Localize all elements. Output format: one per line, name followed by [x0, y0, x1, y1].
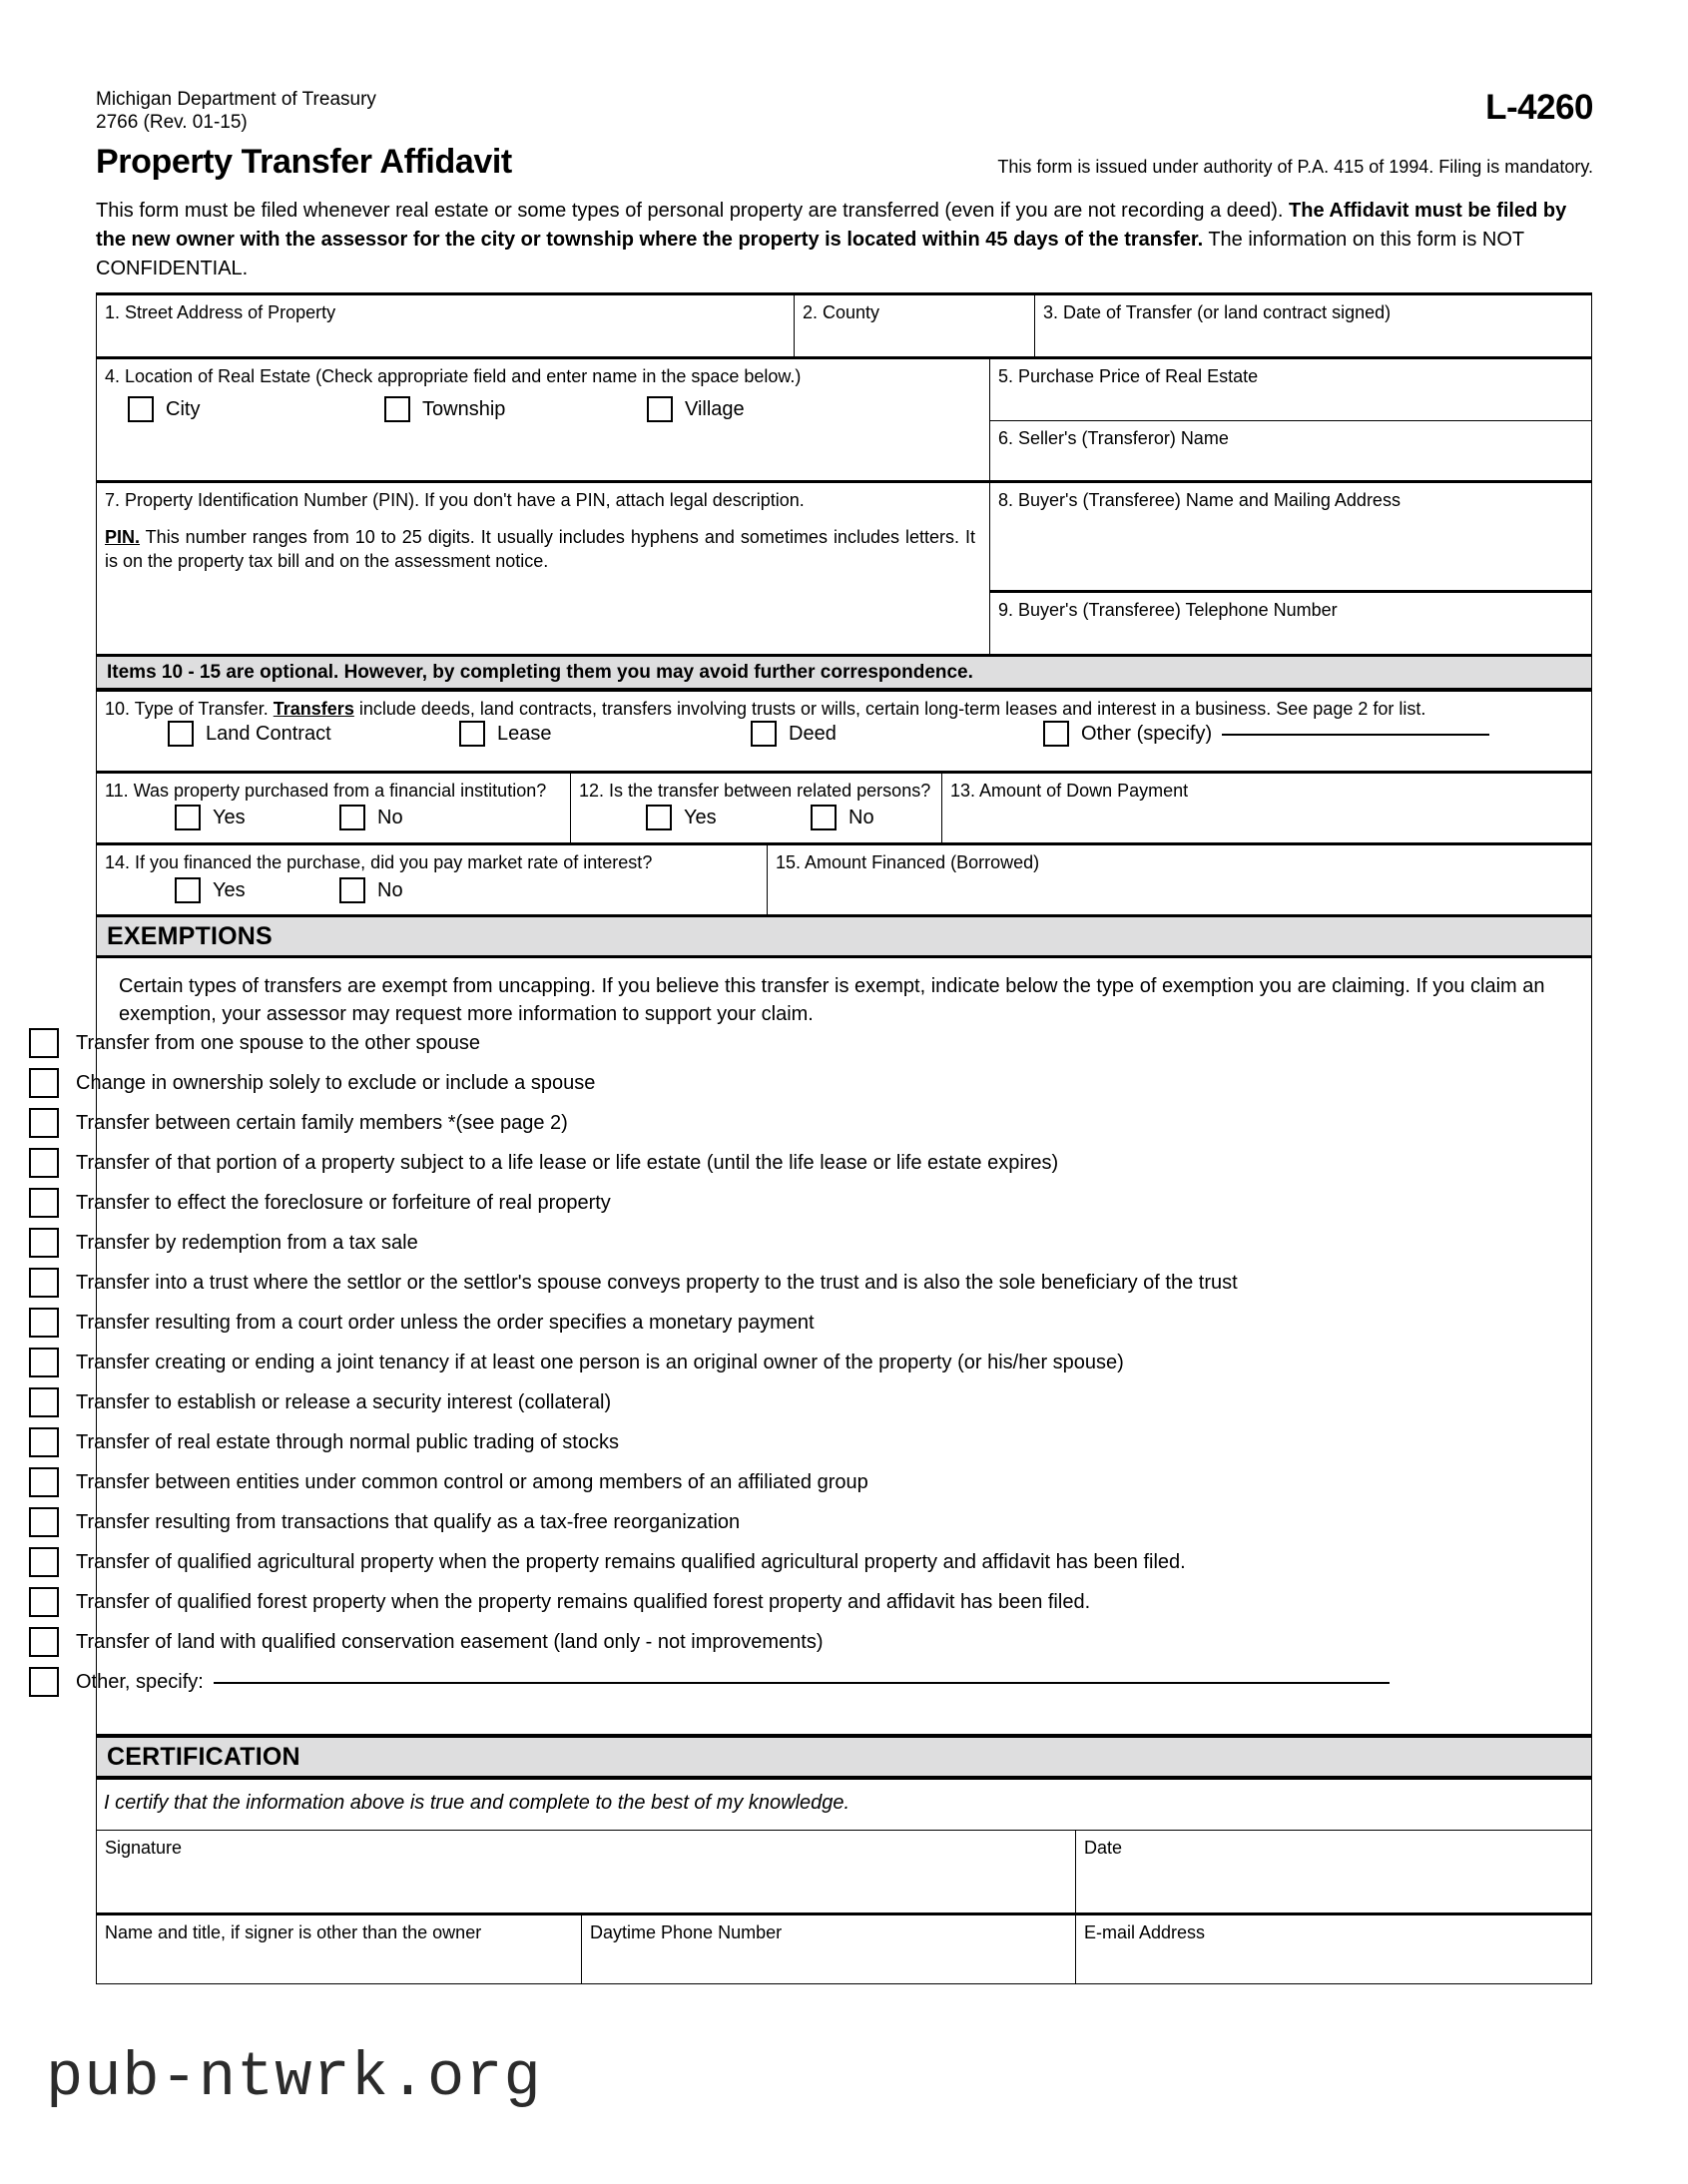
daytime-phone-field[interactable] [581, 1912, 1076, 1984]
exemptions-intro: Certain types of transfers are exempt from uncapping. If you believe this transfer is exempt, indicate below the type of exemption you are claiming. If you claim an exemption, your assessor may request more information to support your claim. [119, 975, 1545, 1025]
optional-items-band [96, 654, 1592, 691]
exemption-label: Transfer between certain family members *(see page 2) [76, 1111, 568, 1134]
exemption-row[interactable] [29, 1427, 619, 1457]
field-12-no-label: No [848, 806, 874, 828]
field-10-lease-option[interactable] [459, 721, 552, 747]
intro-paragraph [96, 197, 1591, 283]
field-6-label: 6. Seller's (Transferor) Name [998, 428, 1229, 448]
field-12-yes-option[interactable] [646, 805, 717, 830]
field-5-purchase-price[interactable] [989, 356, 1592, 421]
field-6-seller-name[interactable] [989, 420, 1592, 481]
authority-note: This form is issued under authority of P.A. 415 of 1994. Filing is mandatory. [997, 157, 1593, 177]
field-7-property-id-number[interactable] [96, 480, 990, 655]
field-11-yes-option[interactable] [175, 805, 246, 830]
field-11-no-option[interactable] [339, 805, 403, 830]
field-11-no-checkbox[interactable] [339, 805, 365, 830]
exemption-row[interactable] [29, 1348, 1124, 1377]
field-12-no-option[interactable] [811, 805, 874, 830]
exemption-row[interactable] [29, 1108, 568, 1138]
field-11-no-label: No [377, 806, 403, 828]
site-watermark: pub-ntwrk.org [46, 2042, 542, 2113]
field-15-label: 15. Amount Financed (Borrowed) [776, 852, 1040, 872]
field-9-buyer-telephone[interactable] [989, 590, 1592, 655]
exemption-checkbox[interactable] [29, 1308, 59, 1338]
intro-text-part2: The information on this form is NOT CONFIDENTIAL. [96, 229, 1524, 279]
field-14-yes-checkbox[interactable] [175, 877, 201, 903]
field-11-purchased-from-financial-institution[interactable] [96, 771, 571, 843]
exemption-row[interactable] [29, 1467, 868, 1497]
date-field[interactable] [1075, 1830, 1592, 1913]
field-14-label: 14. If you financed the purchase, did you pay market rate of interest? [105, 852, 653, 872]
pin-help-text: This number ranges from 10 to 25 digits. It usually includes hyphens and sometimes includes letters. It is on the property tax bill and on the assessment notice. [105, 527, 975, 571]
exemption-checkbox[interactable] [29, 1228, 59, 1258]
exemption-checkbox[interactable] [29, 1268, 59, 1298]
signature-label: Signature [105, 1838, 183, 1858]
exemption-row[interactable] [29, 1188, 611, 1218]
exemption-other-input-line[interactable] [214, 1681, 1390, 1684]
optional-items-band-label: Items 10 - 15 are optional. However, by completing them you may avoid further correspondence. [107, 661, 973, 683]
exemption-row[interactable] [29, 1507, 740, 1537]
field-14-no-option[interactable] [339, 877, 403, 903]
intro-text-bold: The Affidavit must be filed by the new owner with the assessor for the city or township where the property is located within 45 days of the transfer. [96, 200, 1567, 251]
exemption-row[interactable] [29, 1148, 1058, 1178]
exemption-row[interactable] [29, 1387, 611, 1417]
exemption-other-label: Other, specify: [76, 1670, 204, 1693]
exemption-label: Transfer of real estate through normal public trading of stocks [76, 1430, 619, 1453]
field-4-township-option[interactable] [384, 396, 505, 422]
field-14-no-label: No [377, 878, 403, 901]
land-contract-label: Land Contract [206, 722, 331, 745]
exemption-row[interactable] [29, 1268, 1238, 1298]
field-3-date-of-transfer[interactable] [1034, 292, 1592, 357]
form-code: L-4260 [1485, 88, 1593, 127]
date-label: Date [1084, 1838, 1123, 1858]
exemption-label: Transfer of qualified forest property when the property remains qualified forest property and affidavit has been filed. [76, 1590, 1091, 1613]
exemption-label: Transfer of land with qualified conservation easement (land only - not improvements) [76, 1630, 824, 1653]
exemptions-band [96, 914, 1592, 958]
field-14-yes-option[interactable] [175, 877, 246, 903]
certification-band [96, 1735, 1592, 1779]
deed-checkbox[interactable] [751, 721, 777, 747]
exemptions-band-label: EXEMPTIONS [107, 921, 273, 950]
exemption-label: Transfer between entities under common control or among members of an affiliated group [76, 1470, 868, 1493]
field-10-label-pre: 10. Type of Transfer. [105, 699, 274, 719]
certification-statement: I certify that the information above is true and complete to the best of my knowledge. [104, 1792, 850, 1814]
field-10-other-option[interactable] [1043, 721, 1489, 747]
exemption-label: Transfer to establish or release a security interest (collateral) [76, 1390, 612, 1413]
transfers-keyword: Transfers [273, 699, 354, 719]
field-8-label: 8. Buyer's (Transferee) Name and Mailing Address [998, 490, 1401, 510]
lease-label: Lease [497, 722, 552, 745]
field-5-label: 5. Purchase Price of Real Estate [998, 366, 1259, 386]
email-address-field[interactable] [1075, 1912, 1592, 1984]
field-2-label: 2. County [803, 302, 880, 322]
field-12-transfer-between-related-persons[interactable] [570, 771, 942, 843]
exemption-checkbox[interactable] [29, 1627, 59, 1657]
field-13-amount-of-down-payment[interactable] [941, 771, 1592, 843]
field-10-land-contract-option[interactable] [168, 721, 331, 747]
exemption-row[interactable] [29, 1068, 595, 1098]
city-label: City [166, 397, 201, 420]
field-7-pin-help [97, 511, 989, 573]
exemption-row[interactable] [29, 1627, 824, 1657]
exemption-row[interactable] [29, 1228, 418, 1258]
township-checkbox[interactable] [384, 396, 410, 422]
field-11-label: 11. Was property purchased from a financial institution? [105, 781, 547, 801]
field-8-buyer-name-address[interactable] [989, 480, 1592, 591]
field-1-label: 1. Street Address of Property [105, 302, 336, 322]
document-header [96, 88, 1593, 134]
exemption-other-checkbox[interactable] [29, 1667, 59, 1697]
lease-checkbox[interactable] [459, 721, 485, 747]
exemption-label: Transfer by redemption from a tax sale [76, 1231, 418, 1254]
field-12-no-checkbox[interactable] [811, 805, 837, 830]
name-and-title-label: Name and title, if signer is other than the owner [105, 1922, 482, 1942]
exemption-label: Transfer to effect the foreclosure or forfeiture of real property [76, 1191, 611, 1214]
exemption-row[interactable] [29, 1308, 815, 1338]
exemption-checkbox[interactable] [29, 1188, 59, 1218]
field-12-label: 12. Is the transfer between related persons? [579, 781, 931, 801]
field-4-village-option[interactable] [647, 396, 745, 422]
field-10-label-post: include deeds, land contracts, transfers involving trusts or wills, certain long-term leases and interest in a business. See page 2 for list. [353, 699, 1426, 719]
exemption-label: Transfer of qualified agricultural property when the property remains qualified agricultural property and affidavit has been filed. [76, 1550, 1186, 1573]
exemption-checkbox[interactable] [29, 1068, 59, 1098]
exemption-checkbox[interactable] [29, 1148, 59, 1178]
page-title: Property Transfer Affidavit [96, 143, 512, 181]
exemption-checkbox[interactable] [29, 1427, 59, 1457]
deed-label: Deed [789, 722, 837, 745]
field-4-location-of-real-estate[interactable] [96, 356, 990, 481]
signature-field[interactable] [96, 1830, 1076, 1913]
name-and-title-field[interactable] [96, 1912, 582, 1984]
field-4-label: 4. Location of Real Estate (Check appropriate field and enter name in the space below.) [105, 366, 802, 386]
village-checkbox[interactable] [647, 396, 673, 422]
city-checkbox[interactable] [128, 396, 154, 422]
exemption-label: Transfer of that portion of a property subject to a life lease or life estate (until the life lease or life estate expires) [76, 1151, 1059, 1174]
field-14-no-checkbox[interactable] [339, 877, 365, 903]
exemption-label: Transfer resulting from transactions that qualify as a tax-free reorganization [76, 1510, 741, 1533]
exemption-checkbox[interactable] [29, 1387, 59, 1417]
exemption-checkbox[interactable] [29, 1507, 59, 1537]
field-2-county[interactable] [794, 292, 1035, 357]
field-3-label: 3. Date of Transfer (or land contract signed) [1043, 302, 1392, 322]
township-label: Township [422, 397, 506, 420]
field-11-yes-label: Yes [213, 806, 246, 828]
exemption-label: Transfer from one spouse to the other spouse [76, 1031, 481, 1054]
exemption-row[interactable] [29, 1547, 1186, 1577]
certification-band-label: CERTIFICATION [107, 1742, 300, 1771]
exemption-checkbox[interactable] [29, 1467, 59, 1497]
exemption-other-row[interactable] [29, 1667, 1390, 1697]
field-9-label: 9. Buyer's (Transferee) Telephone Number [998, 600, 1338, 620]
intro-text-part1: This form must be filed whenever real estate or some types of personal property are transferred (even if you are not recording a deed). [96, 200, 1290, 222]
exemption-row[interactable] [29, 1028, 480, 1058]
exemption-label: Change in ownership solely to exclude or include a spouse [76, 1071, 596, 1094]
village-label: Village [685, 397, 745, 420]
field-1-street-address[interactable] [96, 292, 795, 357]
daytime-phone-label: Daytime Phone Number [590, 1922, 783, 1942]
field-10-label [97, 692, 1591, 720]
exemption-checkbox[interactable] [29, 1348, 59, 1377]
email-address-label: E-mail Address [1084, 1922, 1206, 1942]
exemption-checkbox[interactable] [29, 1547, 59, 1577]
field-7-label: 7. Property Identification Number (PIN). If you don't have a PIN, attach legal description. [105, 490, 805, 510]
other-transfer-checkbox[interactable] [1043, 721, 1069, 747]
field-4-city-option[interactable] [128, 396, 200, 422]
exemption-checkbox[interactable] [29, 1108, 59, 1138]
field-13-label: 13. Amount of Down Payment [950, 781, 1189, 801]
land-contract-checkbox[interactable] [168, 721, 194, 747]
field-14-yes-label: Yes [213, 878, 246, 901]
agency-name: Michigan Department of Treasury [96, 89, 376, 110]
exemption-label: Transfer into a trust where the settlor or the settlor's spouse conveys property to the trust and is also the sole beneficiary of the trust [76, 1271, 1238, 1294]
exemption-row[interactable] [29, 1587, 1090, 1617]
pin-keyword: PIN. [105, 527, 141, 547]
field-12-yes-checkbox[interactable] [646, 805, 672, 830]
other-transfer-input-line[interactable] [1222, 733, 1489, 736]
field-10-deed-option[interactable] [751, 721, 837, 747]
exemption-checkbox[interactable] [29, 1587, 59, 1617]
field-15-amount-financed[interactable] [767, 842, 1592, 915]
other-transfer-label: Other (specify) [1081, 722, 1213, 745]
title-row [96, 143, 1593, 183]
exemption-label: Transfer creating or ending a joint tenancy if at least one person is an original owner of the property (or his/her spouse) [76, 1351, 1124, 1373]
form-number: 2766 (Rev. 01-15) [96, 112, 248, 133]
field-12-yes-label: Yes [684, 806, 717, 828]
exemption-label: Transfer resulting from a court order unless the order specifies a monetary payment [76, 1311, 815, 1334]
field-11-yes-checkbox[interactable] [175, 805, 201, 830]
exemption-checkbox[interactable] [29, 1028, 59, 1058]
